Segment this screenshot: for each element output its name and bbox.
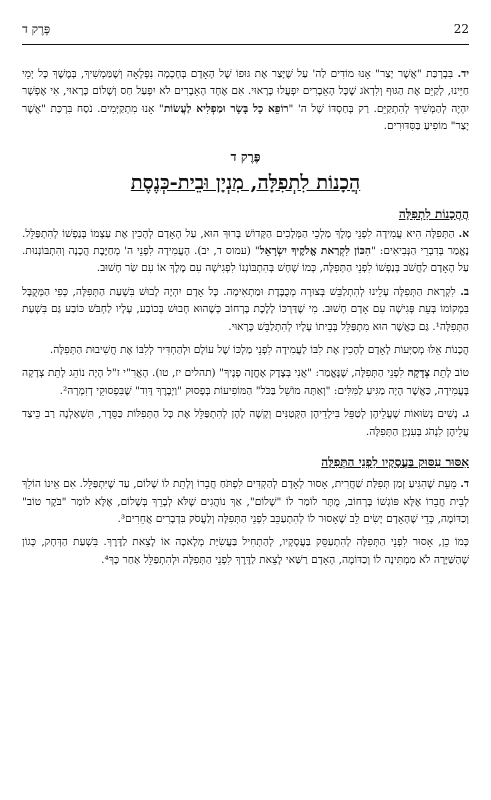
paragraph-preparations: הֲכָנוֹת אֵלּוּ מְסַיְּעוֹת לָאָדָם לְהָכִין אֶת לִבּוֹ לַעֲמִידָה לִפְנֵי מַלְכּוֹ שֶׁל עוֹלָם וּלְהַחְדִּיר לְלִבּוֹ אֶת חֲשִׁיבוּת הַתְּפִלָּה. <box>49 344 469 357</box>
running-chapter-label: פֶּרֶק ד <box>22 22 51 36</box>
paragraph-dalet <box>22 476 469 528</box>
paragraph-label: ב. <box>460 285 469 298</box>
bold-quote: רוֹפֵא כָל בָּשָׂר וּמַפְלִיא לַעֲשׂוֹת <box>163 102 289 115</box>
paragraph-text: טוֹב לָתֵת <box>429 367 470 380</box>
page-body <box>22 66 469 575</box>
paragraph-text: " אָנוּ מִתְקַיְּמִים. נֹסַח בִּרְכַּת "אֲשֶׁר יָצַר" מוֹפִיעַ בַּסִּדּוּרִים. <box>22 102 469 133</box>
paragraph-alef <box>22 226 469 278</box>
page-header <box>22 22 469 38</box>
bold-term: צְדָקָה <box>407 367 430 380</box>
paragraph-tzedaka <box>22 365 469 400</box>
section-title: אִסּוּר עִסּוּק בַּעֲסָקָיו לִפְנֵי הַתְּפִלָּה <box>321 455 469 470</box>
header-rule <box>22 44 469 45</box>
paragraph-text: הַתְּפִלָּה הִיא עֲמִידָה לִפְנֵי מֶלֶךְ מַלְכֵי הַמְּלָכִים הַקָּדוֹשׁ בָּרוּךְ הוּא, עַל הָאָדָם לְהָכִין אֶת עַצְמוֹ בְּנַפְשׁוֹ לְהִתְפַּלֵּל. נֶאֱמַר בְּדִבְרֵי הַנְּבִיאִים: " <box>22 227 469 258</box>
paragraph-text: " (עמוס ד, יב). הָעֲמִידָה לִפְנֵי ה' מְחַיֶּבֶת הֲכָנָה וְהִתְבּוֹנְנוּת. עַל הָאָדָם לַחֲשֹׁב בְּנַפְשׁוֹ לִפְנֵי הַתְּפִלָּה, כְּמוֹ שֶׁחָשׁ בְּהִתְבּוֹנְנוֹ לִפְגִישָׁה עִם מֶלֶךְ אוֹ עִם שַׂר חָשׁוּב. <box>22 245 469 275</box>
paragraph-label: ד. <box>460 478 469 491</box>
bold-quote: הִכּוֹן לִקְרַאת אֱלֹקֶיךָ יִשְׂרָאֵל <box>259 245 371 258</box>
chapter-title: הֲכָנוֹת לִתְפִלָּה, מִנְיָן וּבֵית-כְּנֶסֶת <box>130 170 361 194</box>
paragraph-text: בִּבְרְכַּת "אֲשֶׁר יָצַר" אָנוּ מוֹדִים לַה' עַל שֶׁיָּצַר אֶת גּוּפוֹ שֶׁל הָאָדָם בְּחָכְמָה נִפְלָאָה וְשֶׁמַּמְשִׁיךְ, בְּמֶשֶׁךְ כָּל יְמֵי חַיֵּינוּ, לְקַיֵּם אֶת הַגּוּף וְלִדְאֹג שֶׁכָּל הָאֵבָרִים יִפְעֲלוּ כָּרָאוּי. אִם אֶחָד הָאֵבָרִים לֹא יִפְעַל חַס וְשָׁלוֹם כָּרָאוּי, אִי אֶפְשָׁר יִהְיֶה לְהַמְשִׁיךְ לְהִתְקַיֵּם. רַק בְּחַסְדּוֹ שֶׁל ה' " <box>22 68 469 115</box>
chapter-heading: פֶּרֶק ד <box>230 148 261 164</box>
paragraph-likewise: כְּמוֹ כֵן, אָסוּר לִפְנֵי הַתְּפִלָּה לְהִתְעַסֵּק בַּעֲסָקָיו, לְהַתְחִיל בַּעֲשִׂיַּת מְלָאכָה אוֹ לָצֵאת לַדֶּרֶךְ. בִּשְׁעַת הַדְּחָק, כְּגוֹן שֶׁהַשַּׁיָּרָה לֹא מַמְתִּינָה לוֹ וְכַדּוֹמֶה, הָאָדָם רַשַּׁאי לָצֵאת לַדֶּרֶךְ לִפְנֵי הַתְּפִלָּה וּלְהִתְפַּלֵּל אַחַר כָּךְ⁴. <box>22 536 469 566</box>
paragraph-text: לִקְרָאת הַתְּפִלָּה עָלֵינוּ לְהִתְלַבֵּשׁ בְּצוּרָה מְכֻבֶּדֶת וּמַתְאִימָה. כָּל אָדָם יִהְיֶה לָבוּשׁ בִּשְׁעַת הַתְּפִלָּה, כְּפִי הַמְּקֻבָּל בִּמְקוֹמוֹ בְּעֵת פְּגִישָׁה עִם אָדָם חָשׁוּב. מִי שֶׁדַּרְכּוֹ לָלֶכֶת בָּרְחוֹב כְּשֶׁהוּא חָבוּשׁ בְּכוֹבַע, עָלָיו לַחְבֹּשׁ כּוֹבַע גַּם בִּשְׁעַת הַתְּפִלָּה¹. גַּם כַּאֲשֶׁר הוּא מִתְפַּלֵּל בְּבֵיתוֹ עָלָיו לְהִתְלַבֵּשׁ כָּרָאוּי. <box>22 285 469 333</box>
paragraph-text: נָשִׁים נְשׂוּאוֹת שֶׁעֲלֵיהֶן לְטַפֵּל בִּילָדֵיהֶן הַקְּטַנִּים וְקָשֶׁה לָהֶן לְהִתְפַּלֵּל אֶת כָּל הַתְּפִלּוֹת כַּסֵּדֶר, תִּשְׁאַלְנָה רַב כֵּיצַד עֲלֵיהֶן לִנְהֹג בְּעִנְיַן הַתְּפִלָּה. <box>22 408 469 438</box>
paragraph-gimel <box>22 406 469 441</box>
paragraph-label: א. <box>458 227 469 240</box>
paragraph-text: מֵעֵת שֶׁהִגִּיעַ זְמַן תְּפִלַּת שַׁחֲרִית, אָסוּר לְאָדָם לְהַקְדִּים לִפְתֹּחַ חֲבֵרוֹ וְלָתֵת לוֹ שָׁלוֹם, עַד שֶׁיִּתְפַּלֵּל. אִם אֵינוֹ הוֹלֵךְ לְבֵית חֲבֵרוֹ אֶלָּא פּוֹגְשׁוֹ בָּרְחוֹב, מֻתָּר לוֹמַר לוֹ "שָׁלוֹם", אַךְ נוֹהֲגִים שֶׁלֹּא לְבָרֵךְ בְּשָׁלוֹם, אֶלָּא לוֹמַר "בֹּקֶר טוֹב" וְכַדּוֹמֶה, כְּדֵי שֶׁהָאָדָם יָשִׂים לֵב שֶׁאָסוּר לוֹ לְהִתְעַכֵּב לִפְנֵי הַתְּפִלָּה וְלַעֲסֹק בִּדְבָרִים אֲחֵרִים³. <box>22 478 469 525</box>
paragraph-label: ג. <box>461 408 469 421</box>
paragraph-bet <box>22 284 469 336</box>
paragraph-text: לִפְנֵי הַתְּפִלָּה, שֶׁנֶּאֱמַר: "אֲנִי בְּצֶדֶק אֶחֱזֶה פָנֶיךָ" (תהלים יז, טו). הָאֲרִ"י ז"ל הָיָה נוֹהֵג לָתֵת צְדָקָה בָּעֲמִידָה, כַּאֲשֶׁר הָיָה מַגִּיעַ לַמִּלִּים: "וְאַתָּה מוֹשֵׁל בַּכֹּל" הַמּוֹפִיעוֹת בְּפָסוּק "וַיְבָרֶךְ דָּוִד" שֶׁבִּפְסוּקֵי דְזִמְרָה². <box>22 367 469 397</box>
paragraph-yod <box>22 66 469 136</box>
page-number: 22 <box>453 22 469 36</box>
section-title: הֲהֲכָנוֹת לִתְפִלָּה <box>398 206 469 221</box>
paragraph-label: יד. <box>457 68 469 80</box>
